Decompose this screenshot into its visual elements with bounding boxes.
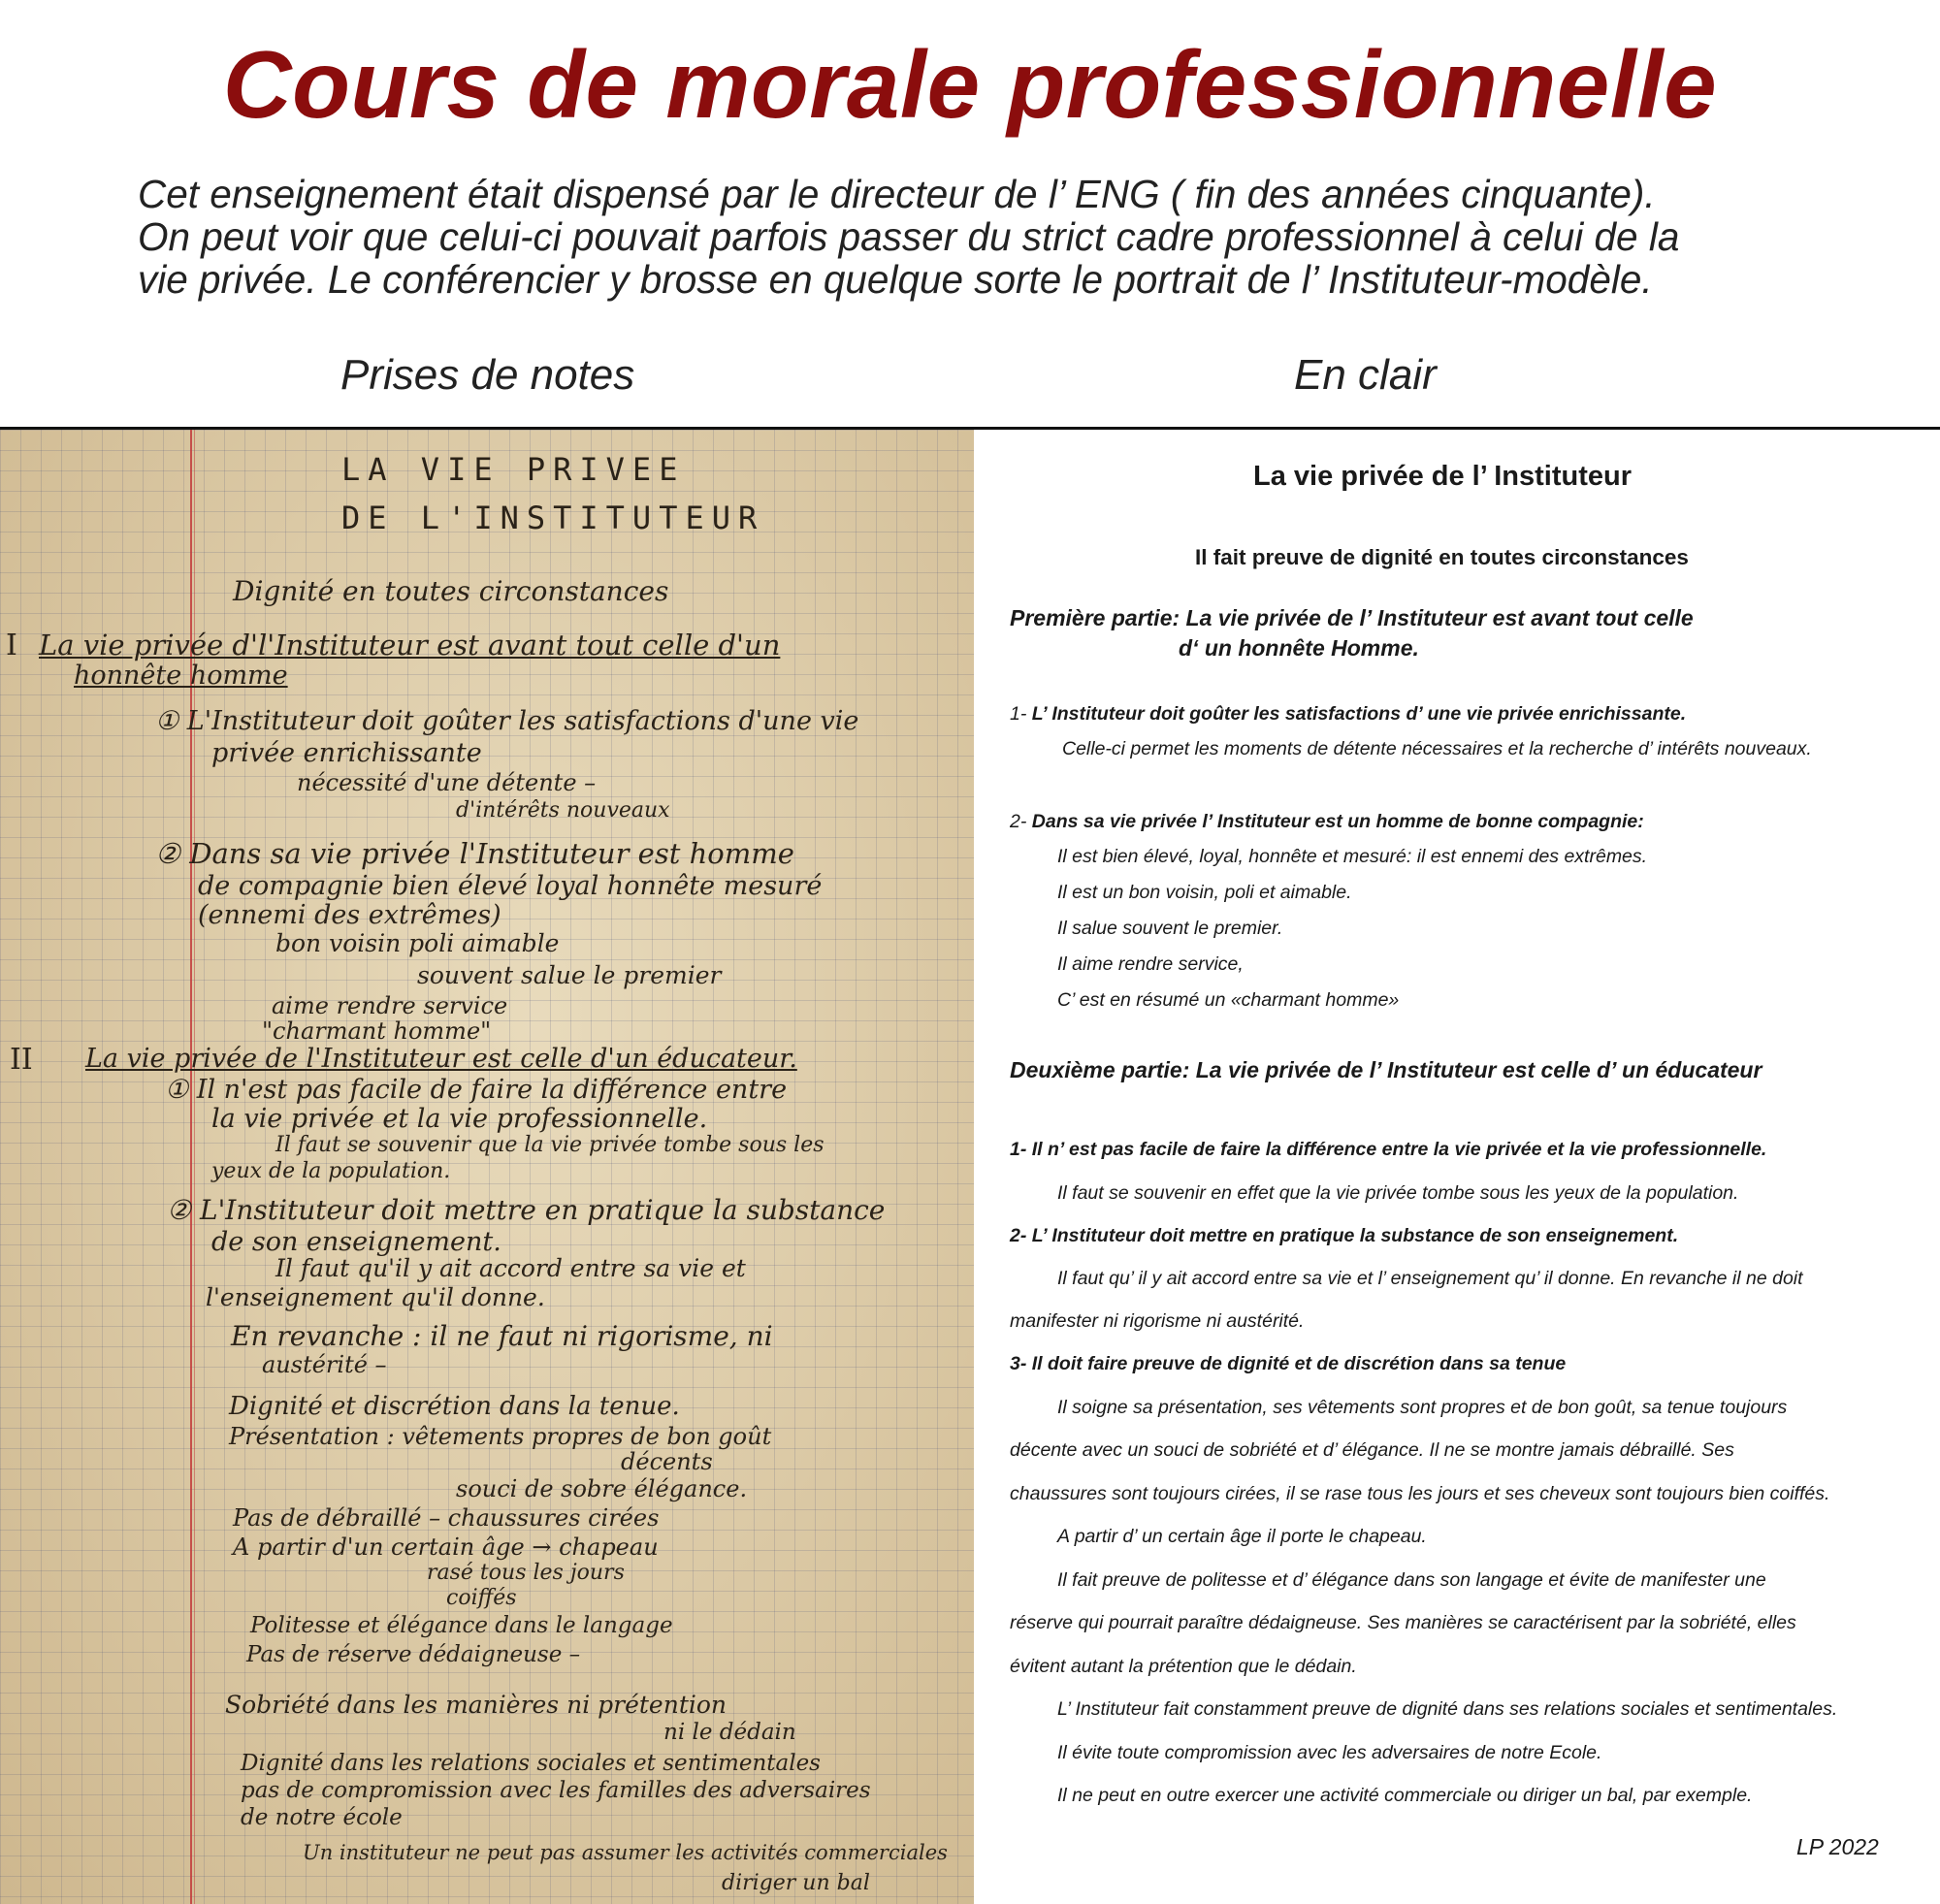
notes-title: LA VIE PRIVEE bbox=[341, 451, 686, 488]
paragraph-line: Il fait preuve de politesse et d’ élégance dans son langage et évite de manifester une bbox=[1057, 1569, 1766, 1591]
paragraph-line: Il est bien élevé, loyal, honnête et mesuré: il est ennemi des extrêmes. bbox=[1057, 846, 1648, 867]
paragraph-line: décente avec un souci de sobriété et d’ élégance. Il ne se montre jamais débraillé. Ses bbox=[1010, 1439, 1734, 1461]
point-number: 2- bbox=[1010, 811, 1032, 832]
paragraph-line: Il ne peut en outre exercer une activité commerciale ou diriger un bal, par exemple. bbox=[1057, 1785, 1753, 1806]
point-title: Dans sa vie privée l’ Instituteur est un homme de bonne compagnie: bbox=[1031, 811, 1644, 832]
transcription-title: La vie privée de l’ Instituteur bbox=[1253, 461, 1633, 492]
notes-line: Présentation : vêtements propres de bon goût bbox=[229, 1423, 772, 1450]
point-heading: 1- Il n’ est pas facile de faire la différence entre la vie privée et la vie professionnelle. bbox=[1010, 1139, 1767, 1160]
notes-line: privée enrichissante bbox=[211, 738, 482, 768]
notes-line: austérité – bbox=[262, 1351, 387, 1378]
notes-line: Il faut se souvenir que la vie privée tombe sous les bbox=[275, 1133, 824, 1157]
paragraph-line: Il aime rendre service, bbox=[1057, 953, 1244, 975]
paragraph-line: Il évite toute compromission avec les adversaires de notre Ecole. bbox=[1057, 1742, 1602, 1763]
notes-line: En revanche : il ne faut ni rigorisme, ni bbox=[231, 1320, 773, 1352]
paragraph-line: réserve qui pourrait paraître dédaigneuse. Ses manières se caractérisent par la sobriété, elles bbox=[1010, 1612, 1796, 1633]
notes-line: Pas de réserve dédaigneuse – bbox=[246, 1642, 581, 1667]
signature: LP 2022 bbox=[1796, 1834, 1879, 1859]
point-heading: 2- L’ Instituteur doit mettre en pratique la substance de son enseignement. bbox=[1010, 1225, 1679, 1246]
notes-line: yeux de la population. bbox=[211, 1159, 451, 1183]
paragraph-line: Celle-ci permet les moments de détente nécessaires et la recherche d’ intérêts nouveaux. bbox=[1062, 738, 1812, 759]
intro-line: vie privée. Le conférencier y brosse en quelque sorte le portrait de l’ Instituteur-modèle. bbox=[138, 257, 1653, 302]
page-title: Cours de morale professionnelle bbox=[222, 31, 1718, 138]
notes-title: DE L'INSTITUTEUR bbox=[341, 500, 765, 536]
intro-line: On peut voir que celui-ci pouvait parfois passer du strict cadre professionnel à celui de la bbox=[138, 214, 1680, 259]
notes-line: honnête homme bbox=[74, 661, 288, 691]
notes-line: ① L'Instituteur doit goûter les satisfactions d'une vie bbox=[155, 706, 859, 736]
transcription-subtitle: Il fait preuve de dignité en toutes circonstances bbox=[1195, 545, 1689, 569]
paragraph-line: Il est un bon voisin, poli et aimable. bbox=[1057, 882, 1352, 903]
paragraph-line: Il faut qu’ il y ait accord entre sa vie et l’ enseignement qu’ il donne. En revanche il ne doit bbox=[1057, 1268, 1803, 1289]
notes-subtitle: Dignité en toutes circonstances bbox=[233, 575, 669, 607]
column-heading-clear: En clair bbox=[1294, 351, 1437, 399]
notes-line: Sobriété dans les manières ni prétention bbox=[225, 1691, 728, 1719]
part-heading: Première partie: La vie privée de l’ Instituteur est avant tout celle bbox=[1010, 605, 1694, 630]
notes-line: (ennemi des extrêmes) bbox=[198, 900, 501, 930]
paragraph-line: C’ est en résumé un «charmant homme» bbox=[1057, 989, 1400, 1011]
notes-line: Politesse et élégance dans le langage bbox=[250, 1613, 673, 1638]
point-heading bbox=[1010, 703, 1686, 726]
intro-text bbox=[138, 173, 1903, 301]
notes-line: nécessité d'une détente – bbox=[297, 769, 597, 796]
notes-line: souci de sobre élégance. bbox=[456, 1475, 748, 1502]
notes-line: "charmant homme" bbox=[262, 1017, 492, 1045]
part-heading: Deuxième partie: La vie privée de l’ Instituteur est celle d’ un éducateur bbox=[1010, 1057, 1762, 1082]
notes-line: la vie privée et la vie professionnelle. bbox=[211, 1104, 708, 1134]
part-heading: d‘ un honnête Homme. bbox=[1179, 635, 1419, 661]
paragraph-line: Il salue souvent le premier. bbox=[1057, 918, 1283, 939]
notes-line: de son enseignement. bbox=[211, 1227, 501, 1257]
notes-line: A partir d'un certain âge → chapeau bbox=[233, 1533, 659, 1561]
notes-line: de notre école bbox=[241, 1805, 403, 1830]
notes-line: bon voisin poli aimable bbox=[275, 929, 560, 957]
transcription-panel bbox=[974, 430, 1940, 1904]
notes-line: Dignité et discrétion dans la tenue. bbox=[229, 1392, 680, 1421]
point-heading bbox=[1010, 811, 1644, 833]
point-heading: 3- Il doit faire preuve de dignité et de discrétion dans sa tenue bbox=[1010, 1353, 1567, 1374]
point-number: 1- bbox=[1010, 703, 1032, 725]
paragraph-line: A partir d’ un certain âge il porte le chapeau. bbox=[1057, 1526, 1427, 1547]
notes-line: La vie privée d'l'Instituteur est avant tout celle d'un bbox=[39, 629, 781, 662]
point-title: L’ Instituteur doit goûter les satisfactions d’ une vie privée enrichissante. bbox=[1031, 703, 1687, 725]
notes-line: Dignité dans les relations sociales et sentimentales bbox=[241, 1751, 821, 1776]
notes-line: ni le dédain bbox=[663, 1720, 796, 1745]
paragraph-line: manifester ni rigorisme ni austérité. bbox=[1010, 1310, 1305, 1332]
column-heading-notes: Prises de notes bbox=[340, 351, 635, 399]
notes-line: pas de compromission avec les familles des adversaires bbox=[241, 1778, 871, 1803]
notes-line: Pas de débraillé – chaussures cirées bbox=[233, 1504, 660, 1532]
notes-line: de compagnie bien élevé loyal honnête mesuré bbox=[198, 871, 823, 901]
notes-line: souvent salue le premier bbox=[417, 961, 722, 989]
paragraph-line: chaussures sont toujours cirées, il se rase tous les jours et ses cheveux sont toujours bien coiffés. bbox=[1010, 1483, 1830, 1504]
notes-line: La vie privée de l'Instituteur est celle d'un éducateur. bbox=[85, 1044, 797, 1074]
notes-line: aime rendre service bbox=[272, 992, 508, 1019]
notes-line: coiffés bbox=[446, 1586, 517, 1610]
notes-line: Il faut qu'il y ait accord entre sa vie et bbox=[275, 1254, 746, 1282]
paragraph-line: L’ Instituteur fait constamment preuve de dignité dans ses relations sociales et sentimentales. bbox=[1057, 1698, 1838, 1720]
notes-line: d'intérêts nouveaux bbox=[456, 798, 670, 823]
paragraph-line: Il faut se souvenir en effet que la vie privée tombe sous les yeux de la population. bbox=[1057, 1182, 1739, 1204]
notes-line: Un instituteur ne peut pas assumer les activités commerciales bbox=[303, 1841, 948, 1864]
paragraph-line: Il soigne sa présentation, ses vêtements sont propres et de bon goût, sa tenue toujours bbox=[1057, 1397, 1788, 1418]
notes-line: rasé tous les jours bbox=[427, 1561, 625, 1585]
paragraph-line: évitent autant la prétention que le dédain. bbox=[1010, 1656, 1357, 1677]
notes-roman-numeral: II bbox=[10, 1043, 33, 1077]
notes-line: décents bbox=[621, 1448, 713, 1475]
handwritten-notes-image bbox=[0, 430, 974, 1904]
notes-line: ② L'Instituteur doit mettre en pratique la substance bbox=[167, 1194, 886, 1226]
notes-line: ② Dans sa vie privée l'Instituteur est homme bbox=[155, 837, 794, 870]
notes-line: diriger un bal bbox=[722, 1871, 870, 1895]
notes-line: l'enseignement qu'il donne. bbox=[206, 1283, 545, 1311]
intro-line: Cet enseignement était dispensé par le directeur de l’ ENG ( fin des années cinquante). bbox=[138, 172, 1656, 216]
notes-roman-numeral: I bbox=[6, 629, 17, 662]
notes-line: ① Il n'est pas facile de faire la différence entre bbox=[165, 1075, 788, 1105]
